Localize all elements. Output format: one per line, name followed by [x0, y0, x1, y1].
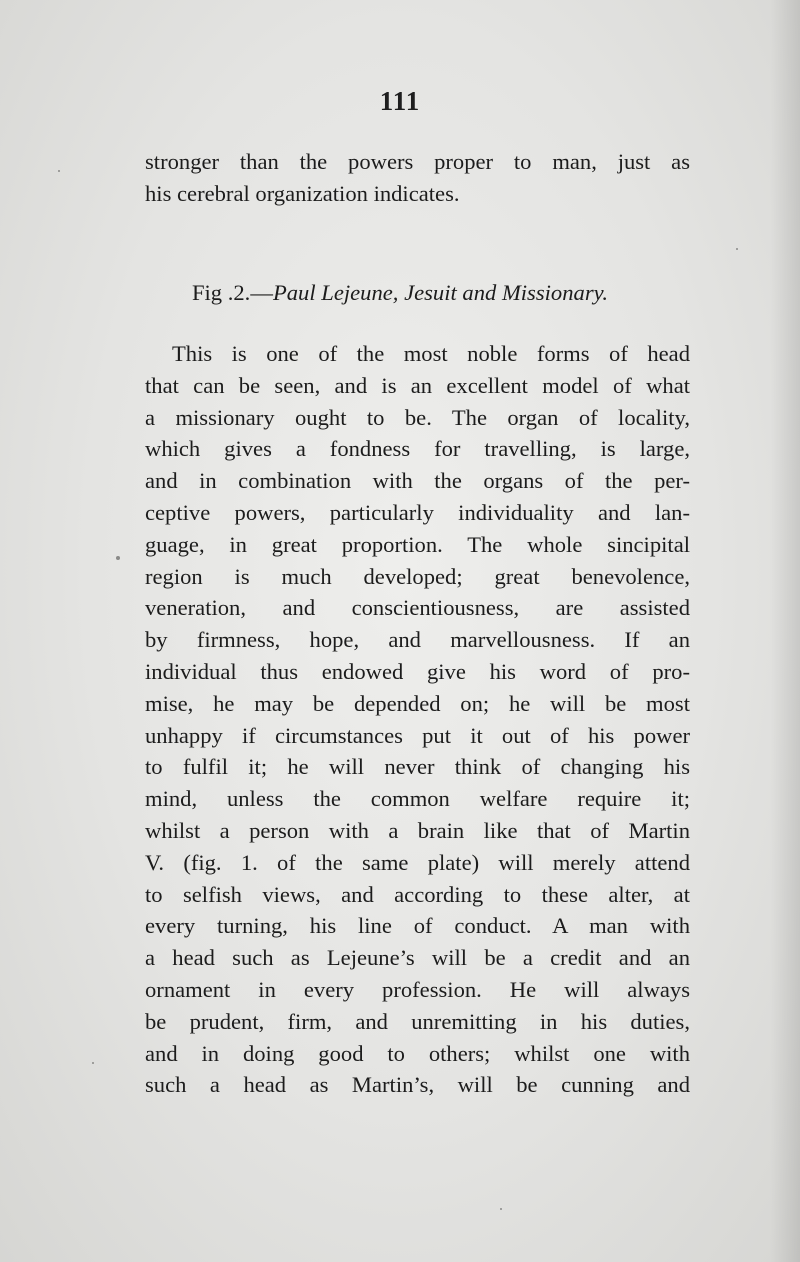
- figure-label: Fig .2.—: [191, 280, 273, 305]
- main-paragraph: [145, 338, 690, 1101]
- text-line: mise, he may be depended on; he will be most: [145, 690, 690, 716]
- paper-speck: [500, 1208, 502, 1210]
- text-line: every turning, his line of conduct. A man with: [145, 913, 690, 939]
- text-line: to selfish views, and according to these alter, at: [145, 881, 690, 907]
- opening-paragraph: [145, 146, 690, 210]
- paper-speck: [92, 1062, 94, 1064]
- figure-caption: [0, 280, 800, 306]
- text-line: guage, in great proportion. The whole sincipital: [145, 531, 690, 557]
- text-line: stronger than the powers proper to man, just as: [145, 149, 690, 174]
- text-line: a head such as Lejeune’s will be a credit and an: [145, 945, 690, 971]
- page-edge-shadow: [770, 0, 800, 1262]
- text-line: his cerebral organization indicates.: [145, 180, 460, 206]
- paper-speck: [736, 248, 738, 250]
- text-line: ornament in every profession. He will always: [145, 976, 690, 1002]
- text-line: and in combination with the organs of the per-: [145, 468, 690, 494]
- paper-speck: [116, 556, 120, 560]
- text-line: which gives a fondness for travelling, is large,: [145, 436, 690, 462]
- text-line: to fulfil it; he will never think of changing his: [145, 754, 690, 780]
- text-line: and in doing good to others; whilst one with: [145, 1040, 690, 1066]
- text-line: mind, unless the common welfare require it;: [145, 786, 690, 812]
- text-line: by firmness, hope, and marvellousness. If an: [145, 627, 690, 653]
- figure-title: Paul Lejeune, Jesuit and Missionary.: [272, 280, 609, 305]
- text-line: This is one of the most noble forms of head: [172, 341, 690, 366]
- text-line: whilst a person with a brain like that of Martin: [145, 817, 690, 843]
- text-line: veneration, and conscientiousness, are assisted: [145, 595, 690, 621]
- page-number: 111: [379, 86, 421, 116]
- paper-speck: [58, 170, 60, 172]
- text-line: be prudent, firm, and unremitting in his duties,: [145, 1008, 690, 1034]
- text-line: V. (fig. 1. of the same plate) will merely attend: [145, 849, 690, 875]
- text-line: such a head as Martin’s, will be cunning and: [145, 1072, 690, 1098]
- text-line: individual thus endowed give his word of pro-: [145, 658, 690, 684]
- text-line: that can be seen, and is an excellent model of what: [145, 372, 690, 398]
- text-line: ceptive powers, particularly individuality and lan-: [145, 499, 690, 525]
- text-line: unhappy if circumstances put it out of his power: [145, 722, 690, 748]
- text-line: a missionary ought to be. The organ of locality,: [145, 404, 690, 430]
- text-line: region is much developed; great benevolence,: [145, 563, 690, 589]
